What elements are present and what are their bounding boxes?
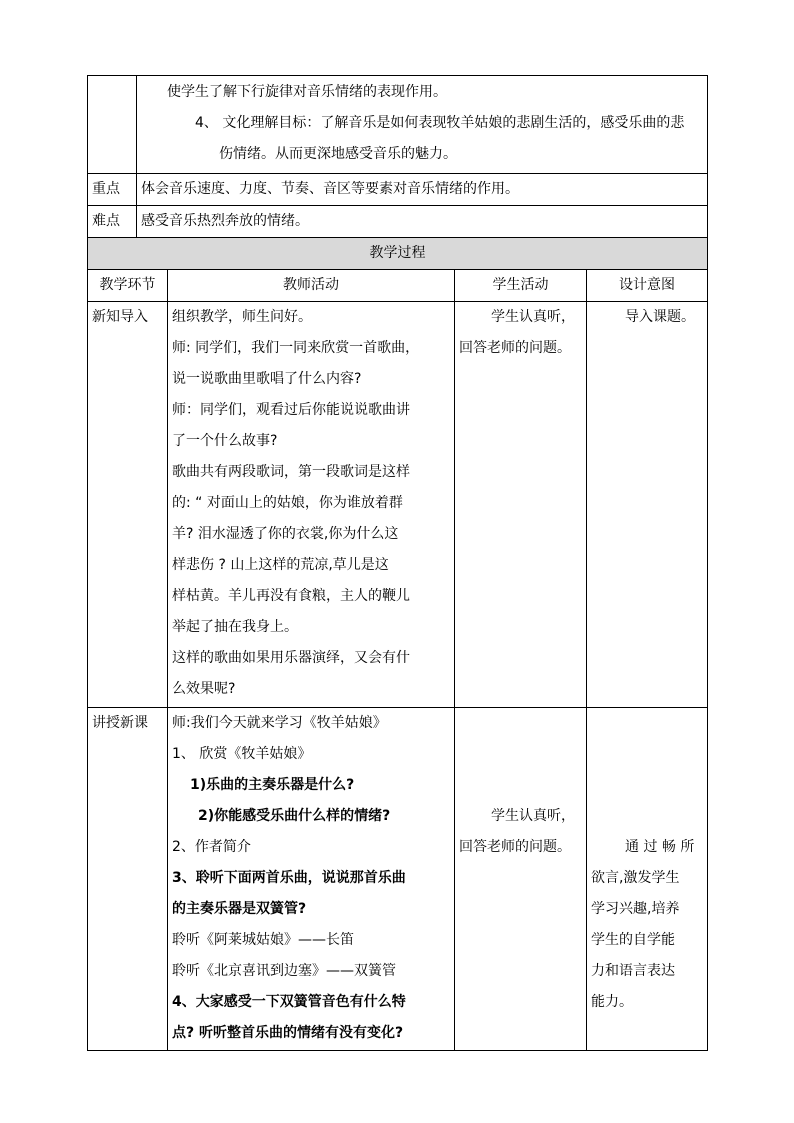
goals-label-cell: [88, 76, 137, 174]
header-row: [88, 270, 708, 302]
key-point-text: 体会音乐速度、力度、节奏、音区等要素对音乐情绪的作用。: [137, 174, 708, 206]
lesson-plan-table: [87, 75, 708, 1051]
lesson-student-line1: 学生认真听，: [491, 808, 575, 824]
difficulty-label: 难点: [88, 206, 137, 238]
lesson-design-line: 力和语言表达: [591, 963, 675, 979]
row-new-lesson: [88, 708, 708, 1051]
intro-design: 导入课题。: [625, 309, 695, 325]
goals-item4-line1: 4、 文化理解目标：了解音乐是如何表现牧羊姑娘的悲剧生活的，感受乐曲的悲: [195, 115, 685, 131]
row-intro: [88, 302, 708, 708]
lesson-teacher-line: 1、 欣赏《牧羊姑娘》: [172, 746, 312, 762]
intro-teacher-line: 样悲伤 ? 山上这样的荒凉,草儿是这: [172, 557, 389, 573]
key-point-label: 重点: [88, 174, 137, 206]
intro-teacher-line: 举起了抽在我身上。: [172, 619, 298, 635]
difficulty-row: [88, 206, 708, 238]
intro-student-cell: [455, 302, 587, 708]
intro-teacher-line: 羊? 泪水湿透了你的衣裳,你为什么这: [172, 526, 399, 542]
process-title-row: [88, 238, 708, 270]
process-title: 教学过程: [88, 238, 708, 270]
intro-teacher-line: 师：同学们，观看过后你能说说歌曲讲: [172, 402, 410, 418]
intro-teacher-line: 么效果呢?: [172, 681, 236, 697]
goals-line-cont: 使学生了解下行旋律对音乐情绪的表现作用。: [167, 84, 447, 100]
intro-teacher-line: 组织教学，师生问好。: [172, 309, 312, 325]
lesson-teacher-cell: [168, 708, 455, 1051]
header-design: 设计意图: [587, 270, 708, 302]
intro-teacher-line: 这样的歌曲如果用乐器演绎，又会有什: [172, 650, 410, 666]
lesson-teacher-line: 师:我们今天就来学习《牧羊姑娘》: [172, 715, 387, 731]
lesson-design-line: 能力。: [591, 994, 633, 1010]
lesson-design-cell: [587, 708, 708, 1051]
lesson-student-line2: 回答老师的问题。: [459, 839, 571, 855]
intro-student-line2: 回答老师的问题。: [459, 340, 571, 356]
difficulty-text: 感受音乐热烈奔放的情绪。: [137, 206, 708, 238]
lesson-stage-cell: [88, 708, 168, 1051]
lesson-teacher-line: 3、聆听下面两首乐曲，说说那首乐曲: [172, 870, 406, 886]
lesson-design-line: 通 过 畅 所: [625, 839, 695, 855]
lesson-teacher-line: 2、作者简介: [172, 839, 251, 855]
intro-stage-cell: [88, 302, 168, 708]
intro-teacher-line: 样枯黄。羊儿再没有食粮，主人的鞭儿: [172, 588, 410, 604]
key-point-row: [88, 174, 708, 206]
lesson-teacher-line: 点? 听听整首乐曲的情绪有没有变化?: [172, 1025, 404, 1041]
goals-text-cell: [137, 76, 708, 174]
lesson-teacher-line: 的主奏乐器是双簧管?: [172, 901, 307, 917]
intro-teacher-line: 师: 同学们，我们一同来欣赏一首歌曲，: [172, 340, 420, 356]
lesson-student-cell: [455, 708, 587, 1051]
header-teacher: 教师活动: [168, 270, 455, 302]
goals-item4-line2: 伤情绪。从而更深地感受音乐的魅力。: [219, 146, 457, 162]
lesson-design-line: 学习兴趣,培养: [591, 901, 680, 917]
lesson-teacher-line: 2)你能感受乐曲什么样的情绪?: [198, 808, 391, 824]
intro-teacher-line: 说一说歌曲里歌唱了什么内容?: [172, 371, 362, 387]
goals-row: [88, 76, 708, 174]
header-student: 学生活动: [455, 270, 587, 302]
lesson-plan-page: [87, 75, 707, 1051]
header-stage: 教学环节: [88, 270, 168, 302]
intro-student-line1: 学生认真听，: [491, 309, 575, 325]
intro-stage: 新知导入: [92, 309, 148, 325]
intro-teacher-cell: [168, 302, 455, 708]
lesson-stage: 讲授新课: [92, 715, 148, 731]
lesson-design-line: 学生的自学能: [591, 932, 675, 948]
lesson-design-line: 欲言,激发学生: [591, 870, 680, 886]
lesson-teacher-line: 聆听《北京喜讯到边塞》——双簧管: [172, 963, 396, 979]
intro-teacher-line: 的: “ 对面山上的姑娘，你为谁放着群: [172, 495, 403, 511]
intro-teacher-line: 了一个什么故事?: [172, 433, 278, 449]
intro-design-cell: [587, 302, 708, 708]
intro-teacher-line: 歌曲共有两段歌词，第一段歌词是这样: [172, 464, 410, 480]
lesson-teacher-line: 1)乐曲的主奏乐器是什么?: [190, 777, 355, 793]
lesson-teacher-line: 聆听《阿莱城姑娘》——长笛: [172, 932, 354, 948]
lesson-teacher-line: 4、大家感受一下双簧管音色有什么特: [172, 994, 406, 1010]
